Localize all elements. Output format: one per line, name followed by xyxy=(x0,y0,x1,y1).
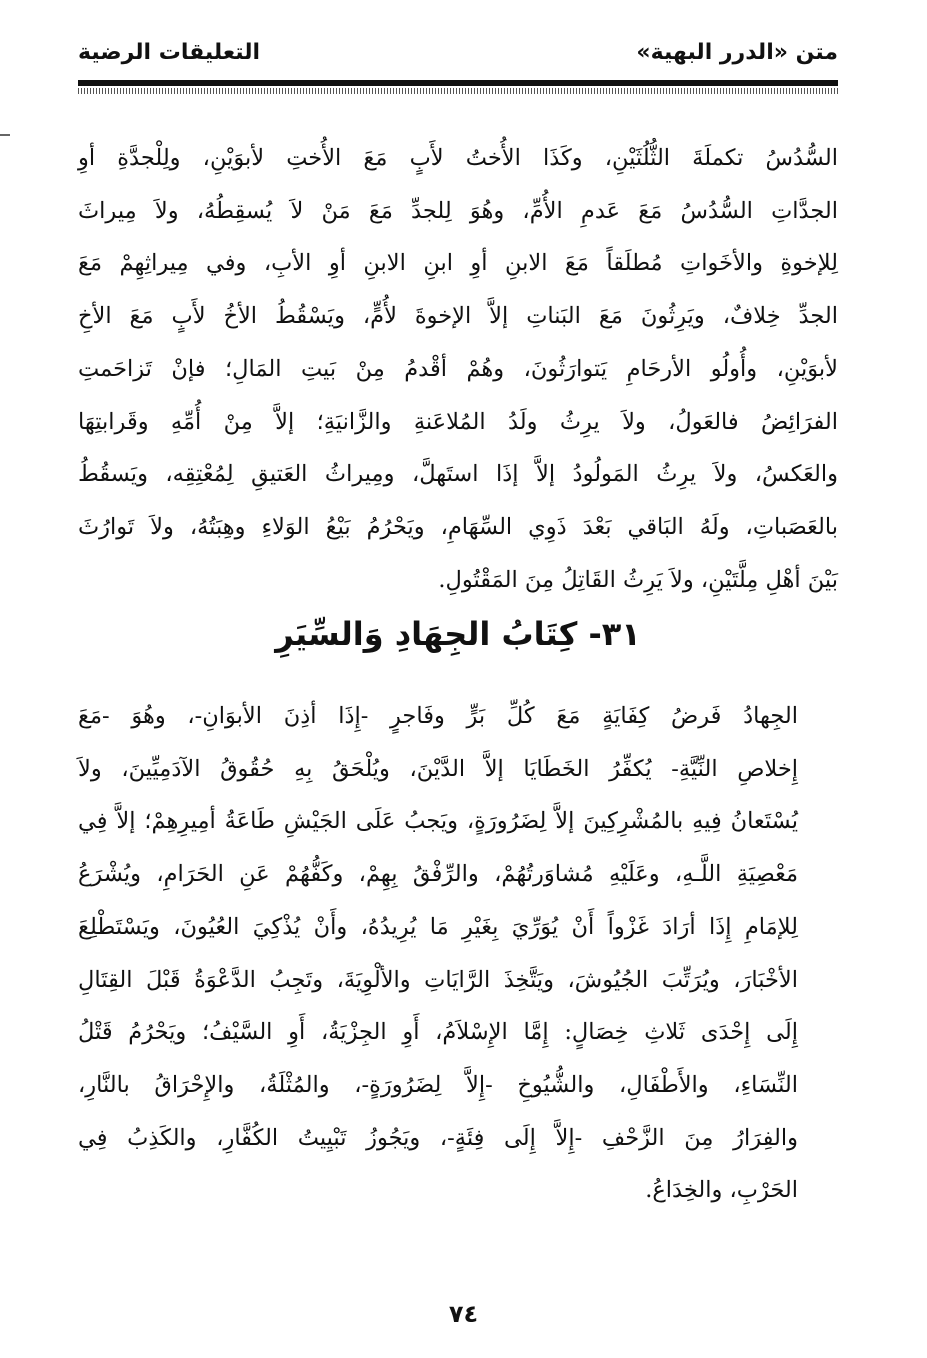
text-line: لِلإمَامِ إِذَا أرَادَ غَزْواً أَنْ يُوَرِّيَ بِغَيْرِ مَا يُرِيدُهُ، وأَنْ يُذْكِيَ العُيُونَ، ويَسْتَطْلِعَ xyxy=(78,913,798,940)
page-number: ٧٤ xyxy=(448,1300,479,1328)
text-line: بَيْنَ أهْلِ مِلَّتَيْنِ، ولاَ يَرِثُ القَاتِلُ مِنَ المَقْتُولِ. xyxy=(438,566,838,593)
text-line: الجدِّ خِلافٌ، ويَرِثُونَ مَعَ البَناتِ إلاَّ الإخوةَ لأُمٍّ، ويَسْقُطُ الأخُ لأَبٍ مَعَ الأخِ xyxy=(78,303,838,330)
text-line: النِّسَاءِ، والأَطْفَالِ، والشُّيُوخِ -إِلاَّ لِضَرُورَةٍ-، والمُثْلَةُ، والإِحْرَاقُ بالنَّارِ، xyxy=(78,1071,798,1098)
text-line: لأبوَيْنِ، وأُولُو الأرحَامِ يَتوارَثُونَ، وهُمْ أقْدمُ مِنْ بَيتِ المَالِ؛ فإنْ تَزاحَمتِ xyxy=(78,355,838,382)
text-line: مَعْصِيَةِ اللَّـهِ، وعَلَيْهِ مُشاوَرتُهُمْ، والرِّفْقُ بِهِمْ، وكَفُّهُمْ عَنِ الحَرَامِ، ويُشْرَعُ xyxy=(78,861,798,888)
text-line: الحَرْبِ، والخِدَاعُ. xyxy=(645,1177,798,1204)
paragraph-jihad xyxy=(78,690,838,1217)
text-line: الأخْبَارَ، ويُرَتِّبَ الجُيُوشَ، ويَتَّخِذَ الرَّايَاتِ والألْوِيَةَ، وتَجِبُ الدَّعْوَةُ قَبْلَ القِتَالِ xyxy=(78,966,798,993)
text-line: والعَكسُ، ولاَ يرِثُ المَولُودُ إلاَّ إذَا استَهلَّ، ومِيراثُ العَتيقِ لِمُعْتِقِه، ويَسقُطُ xyxy=(78,461,838,488)
header-rule xyxy=(78,80,838,86)
text-line: والفِرَارُ مِنَ الزَّحْفِ -إِلاَّ إِلَى فِئَةٍ-، ويَجُوزُ تَبْيِيتُ الكُفَّارِ، والكَذِبُ فِي xyxy=(78,1124,798,1151)
chapter-heading: ٣١- كِتَابُ الجِهَادِ وَالسِّيَرِ xyxy=(275,615,641,653)
text-line: إِخلاصِ النِّيَّةِ- يُكفِّرُ الخَطَايَا إلاَّ الدَّيْنَ، ويُلْحَقُ بِهِ حُقُوقُ الآدَمِيِّينَ، ولاَ xyxy=(78,755,798,782)
margin-mark xyxy=(0,134,10,136)
text-line: لِلإخوةِ والأخَواتِ مُطلَقاً مَعَ الابنِ أوِ ابنِ الابنِ أوِ الأبِ، وفي مِيراثِهِمْ مَعَ xyxy=(78,250,838,277)
header-commentary-title: التعليقات الرضية xyxy=(78,40,261,65)
text-line: الفرَائِضُ فالعَولُ، ولاَ يرِثُ ولَدُ المُلاعَنةِ والزَّانيَةِ؛ إلاَّ مِنْ أُمِّهِ وقَرابتِهَا xyxy=(78,408,838,435)
running-header xyxy=(78,34,838,74)
text-line: الجدَّاتِ السُّدُسُ مَعَ عَدمِ الأُمِّ، وهُوَ لِلجدِّ مَعَ مَنْ لاَ يُسقِطُهُ، ولاَ مِيراثَ xyxy=(78,197,838,224)
text-line: السُّدُسُ تكملَةَ الثُّلُثَيْنِ، وكَذَا الأُختُ لأَبٍ مَعَ الأُختِ لأبوَيْنِ، ولِلْجدَّةِ أوِ xyxy=(78,145,838,171)
text-line: بالعَصَباتِ، ولَهُ البَاقي بَعْدَ ذَوِي السِّهَامِ، ويَحْرُمُ بَيْعُ الوَلاءِ وهِبَتُهُ، ولاَ تَوارُثَ xyxy=(78,513,838,540)
text-line: إِلَى إِحْدَى ثَلاثِ خِصَالٍ: إِمَّا الإِسْلاَمُ، أَوِ الجِزْيَةُ، أَوِ السَّيْفُ؛ ويَحْرُمُ قَتْلُ xyxy=(78,1019,798,1046)
text-line: يُسْتَعانُ فِيهِ بالمُشْرِكِينَ إلاَّ لِضَرُورَةٍ، ويَجبُ عَلَى الجَيْشِ طَاعَةُ أمِيرِهِمْ؛ إلاَّ فِي xyxy=(78,808,798,835)
paragraph-inheritance xyxy=(78,132,838,606)
text-line: الجِهادُ فَرضُ كِفَايَةٍ مَعَ كُلِّ بَرٍّ وفَاجرٍ -إِذَا أذِنَ الأبوَانِ-، وهُوَ -مَعَ xyxy=(78,703,798,729)
header-book-title: متن «الدرر البهية» xyxy=(636,40,838,65)
header-rule-pattern xyxy=(78,88,838,94)
